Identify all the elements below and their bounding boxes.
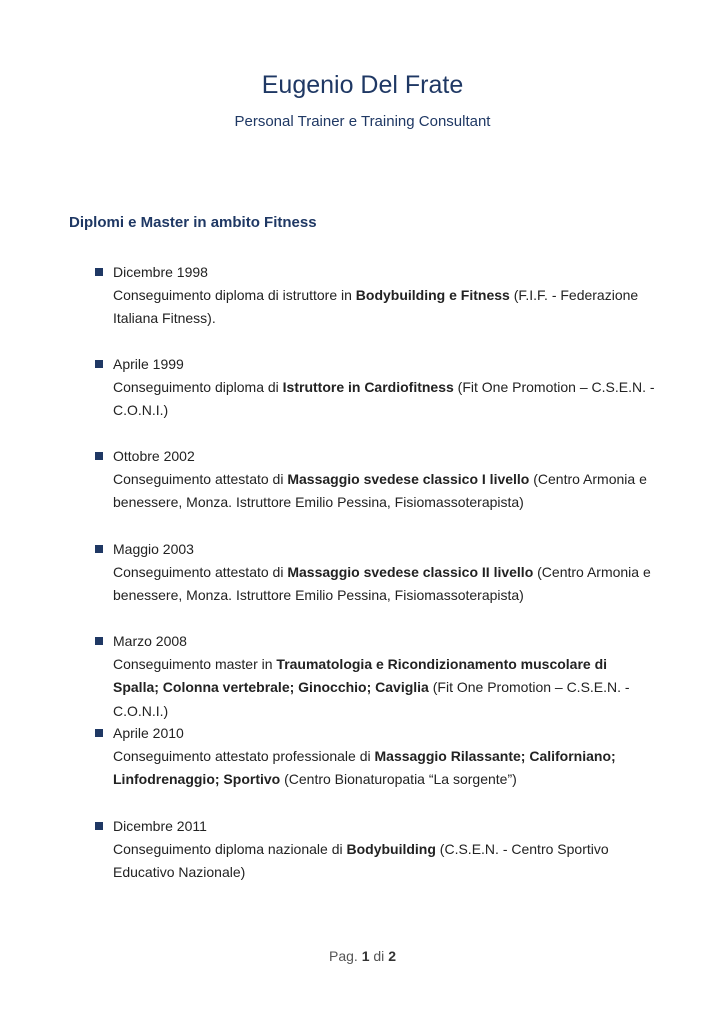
entry-desc-text: (Centro Armonia e benessere, Monza. Istruttore Emilio Pessina, Fisiomassoterapista) xyxy=(113,564,651,604)
entry-date: Ottobre 2002 xyxy=(113,448,195,464)
page-label: Pag. xyxy=(329,948,358,964)
list-item xyxy=(95,261,655,331)
entry-description xyxy=(113,653,655,723)
entry-description xyxy=(113,745,655,791)
entry-description xyxy=(113,284,655,330)
entry-desc-text: (Centro Bionaturopatia “La sorgente”) xyxy=(280,771,517,788)
entry-desc-text: Conseguimento attestato di xyxy=(113,564,288,581)
entry-body xyxy=(113,353,655,423)
entry-date: Aprile 1999 xyxy=(113,356,184,372)
entry-body xyxy=(113,722,655,792)
entry-desc-text: Conseguimento master in xyxy=(113,656,277,673)
entry-desc-text: (Fit One Promotion – C.S.E.N. - C.O.N.I.) xyxy=(113,379,655,419)
list-item xyxy=(95,353,655,423)
page-number-current: 1 xyxy=(361,948,370,964)
page-separator: di xyxy=(373,948,385,964)
bullet-square-icon xyxy=(95,452,103,460)
entry-desc-text: Conseguimento diploma di istruttore in xyxy=(113,287,356,304)
list-item xyxy=(95,722,655,792)
entry-body xyxy=(113,538,655,608)
entry-desc-highlight: Massaggio Rilassante; Californiano; Linfodrenaggio; Sportivo xyxy=(113,748,616,788)
entry-desc-text: (C.S.E.N. - Centro Sportivo Educativo Nazionale) xyxy=(113,841,609,881)
bullet-square-icon xyxy=(95,360,103,368)
entry-desc-highlight: Bodybuilding e Fitness xyxy=(355,287,510,304)
entry-date: Maggio 2003 xyxy=(113,541,194,557)
entry-desc-text: Conseguimento diploma nazionale di xyxy=(113,841,347,858)
entry-date: Dicembre 2011 xyxy=(113,818,207,834)
entry-description xyxy=(113,468,655,514)
bullet-square-icon xyxy=(95,637,103,645)
entry-body xyxy=(113,815,655,885)
entry-desc-text: Conseguimento diploma di xyxy=(113,379,283,396)
entry-desc-highlight: Istruttore in Cardiofitness xyxy=(282,379,454,396)
entry-desc-text: (F.I.F. - Federazione Italiana Fitness). xyxy=(113,287,639,327)
entry-body xyxy=(113,445,655,515)
entry-date: Aprile 2010 xyxy=(113,725,184,741)
bullet-square-icon xyxy=(95,822,103,830)
entry-desc-text: (Centro Armonia e benessere, Monza. Istruttore Emilio Pessina, Fisiomassoterapista) xyxy=(113,471,647,511)
entry-date: Dicembre 1998 xyxy=(113,264,208,280)
entry-desc-highlight: Massaggio svedese classico I livello xyxy=(287,471,530,488)
page-footer xyxy=(0,946,725,966)
entry-desc-highlight: Massaggio svedese classico II livello xyxy=(287,564,534,581)
list-item xyxy=(95,538,655,608)
entry-description xyxy=(113,561,655,607)
page-number-total: 2 xyxy=(388,948,396,964)
entry-description xyxy=(113,838,655,884)
entry-desc-text: (Fit One Promotion – C.S.E.N. - C.O.N.I.) xyxy=(113,679,630,719)
bullet-square-icon xyxy=(95,268,103,276)
bullet-square-icon xyxy=(95,729,103,737)
section-heading: Diplomi e Master in ambito Fitness xyxy=(69,214,317,231)
entry-desc-text: Conseguimento attestato di xyxy=(113,471,288,488)
list-item xyxy=(95,445,655,515)
entry-body xyxy=(113,630,655,723)
list-item xyxy=(95,630,655,723)
entry-desc-highlight: Traumatologia e Ricondizionamento muscolare di Spalla; Colonna vertebrale; Ginocchio; Caviglia xyxy=(113,656,608,696)
list-item xyxy=(95,815,655,885)
entry-desc-text: Conseguimento attestato professionale di xyxy=(113,748,375,765)
entry-description xyxy=(113,376,655,422)
bullet-square-icon xyxy=(95,545,103,553)
entry-desc-highlight: Bodybuilding xyxy=(346,841,436,858)
entry-body xyxy=(113,261,655,331)
page-title: Eugenio Del Frate xyxy=(261,71,464,99)
page-subtitle: Personal Trainer e Training Consultant xyxy=(234,113,491,130)
entry-date: Marzo 2008 xyxy=(113,633,187,649)
